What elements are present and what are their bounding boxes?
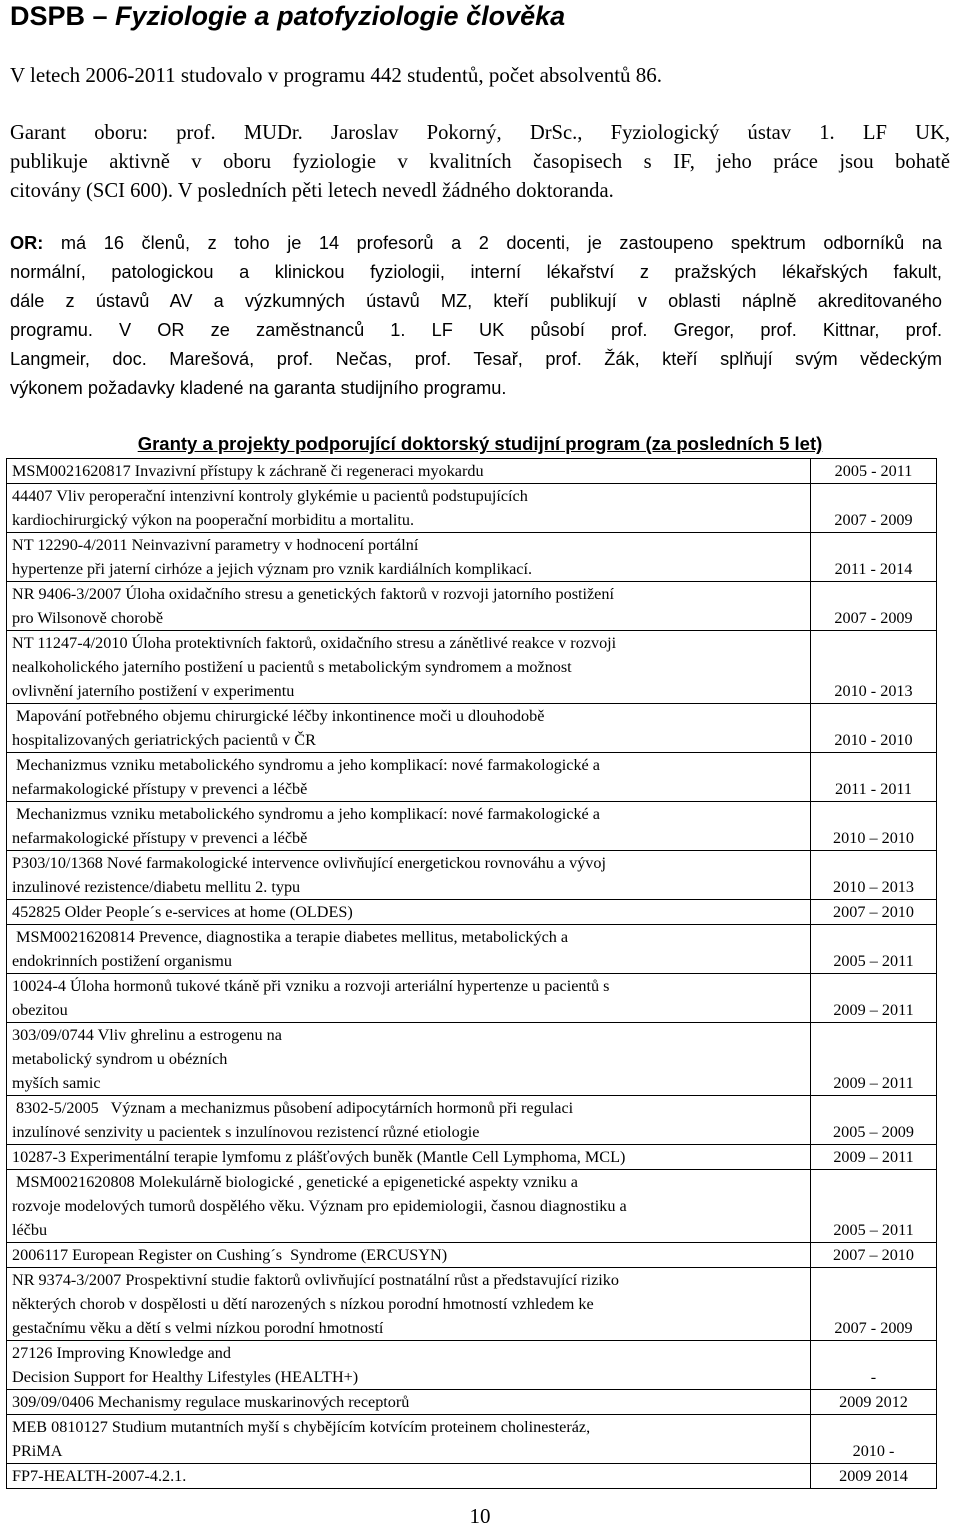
- grants-heading: Granty a projekty podporující doktorský studijní program (za posledních 5 let): [137, 433, 823, 454]
- grant-description: NR 9374-3/2007 Prospektivní studie faktorů ovlivňující postnatální růst a představující riziko některých chorob v dospělosti u dětí narozených s nízkou porodní hmotností vzhledem ke gestačnímu věku a dětí s velmi nízkou porodní hmotností: [7, 1268, 811, 1341]
- grant-description: 309/09/0406 Mechanismy regulace muskarinových receptorů: [7, 1390, 811, 1415]
- table-row: [7, 1145, 937, 1170]
- table-row: [7, 1243, 937, 1268]
- grant-years: 2005 – 2011: [811, 1170, 937, 1243]
- title-program: Fyziologie a patofyziologie člověka: [115, 1, 566, 31]
- or-line: normální, patologickou a klinickou fyziologii, interní lékařství z pražských lékařských fakult,: [10, 262, 942, 282]
- page-number: 10: [469, 1504, 491, 1528]
- or-paragraph: [10, 229, 942, 403]
- or-line: Langmeir, doc. Marešová, prof. Nečas, prof. Tesař, prof. Žák, kteří splňují svým vědeckým: [10, 349, 942, 369]
- grant-description: 303/09/0744 Vliv ghrelinu a estrogenu na metabolický syndrom u obézních myších samic: [7, 1023, 811, 1096]
- or-label: OR:: [10, 233, 44, 253]
- or-line: dále z ústavů AV a výzkumných ústavů MZ, kteří publikují v oblasti náplně akreditovaného: [10, 291, 942, 311]
- grant-description: Mechanizmus vzniku metabolického syndromu a jeho komplikací: nové farmakologické a nefarmakologické přístupy v prevenci a léčbě: [7, 802, 811, 851]
- table-row: [7, 1390, 937, 1415]
- table-row: [7, 900, 937, 925]
- table-row: [7, 582, 937, 631]
- table-row: [7, 1096, 937, 1145]
- or-line: programu. V OR ze zaměstnanců 1. LF UK působí prof. Gregor, prof. Kittnar, prof.: [10, 320, 942, 340]
- or-line: výkonem požadavky kladené na garanta studijního programu.: [10, 378, 507, 398]
- table-row: [7, 704, 937, 753]
- table-row: [7, 851, 937, 900]
- grant-description: MEB 0810127 Studium mutantních myší s chybějícím kotvícím proteinem cholinesteráz, PRiMA: [7, 1415, 811, 1464]
- title-prefix: DSPB –: [10, 1, 116, 31]
- grant-years: 2010 - 2013: [811, 631, 937, 704]
- grant-description: 452825 Older People´s e-services at home (OLDES): [7, 900, 811, 925]
- grant-description: Mechanizmus vzniku metabolického syndromu a jeho komplikací: nové farmakologické a nefarmakologické přístupy v prevenci a léčbě: [7, 753, 811, 802]
- table-row: [7, 1268, 937, 1341]
- grant-years: 2007 - 2009: [811, 582, 937, 631]
- table-row: [7, 533, 937, 582]
- or-line-text: má 16 členů, z toho je 14 profesorů a 2 docenti, je zastoupeno spektrum odborníků na: [43, 233, 942, 253]
- grant-description: 27126 Improving Knowledge and Decision Support for Healthy Lifestyles (HEALTH+): [7, 1341, 811, 1390]
- grant-years: 2010 – 2010: [811, 802, 937, 851]
- grant-years: 2009 – 2011: [811, 1145, 937, 1170]
- grant-description: NT 12290-4/2011 Neinvazivní parametry v hodnocení portální hypertenze při jaterní cirhóze a jejich význam pro vznik kardiálních komplikací.: [7, 533, 811, 582]
- table-row: [7, 459, 937, 484]
- grant-years: 2007 – 2010: [811, 1243, 937, 1268]
- grant-description: MSM0021620808 Molekulárně biologické , genetické a epigenetické aspekty vzniku a rozvoje modelových tumorů dospělého věku. Význam pro epidemiologii, časnou diagnostiku a léčbu: [7, 1170, 811, 1243]
- garant-line: Garant oboru: prof. MUDr. Jaroslav Pokorný, DrSc., Fyziologický ústav 1. LF UK,: [10, 122, 950, 144]
- grants-table-body: [7, 459, 937, 1489]
- grant-description: MSM0021620817 Invazivní přístupy k záchraně či regeneraci myokardu: [7, 459, 811, 484]
- table-row: [7, 484, 937, 533]
- grant-description: 2006117 European Register on Cushing´s Syndrome (ERCUSYN): [7, 1243, 811, 1268]
- table-row: [7, 1464, 937, 1489]
- grant-years: -: [811, 1341, 937, 1390]
- grant-description: MSM0021620814 Prevence, diagnostika a terapie diabetes mellitus, metabolických a endokrinních postižení organismu: [7, 925, 811, 974]
- page-title: [10, 0, 565, 32]
- table-row: [7, 1170, 937, 1243]
- table-row: [7, 1341, 937, 1390]
- grant-description: NT 11247-4/2010 Úloha protektivních faktorů, oxidačního stresu a zánětlivé reakce v rozvoji nealkoholického jaterního postižení u pacientů s metabolickým syndromem a možnost ovlivnění jaterního postižení v experimentu: [7, 631, 811, 704]
- grant-description: Mapování potřebného objemu chirurgické léčby inkontinence moči u dlouhodobě hospitalizovaných geriatrických pacientů v ČR: [7, 704, 811, 753]
- table-row: [7, 802, 937, 851]
- table-row: [7, 1023, 937, 1096]
- or-line: [10, 229, 942, 258]
- grant-years: 2005 – 2009: [811, 1096, 937, 1145]
- grant-years: 2011 - 2014: [811, 533, 937, 582]
- grant-years: 2007 - 2009: [811, 1268, 937, 1341]
- grant-years: 2005 – 2011: [811, 925, 937, 974]
- intro-paragraph: V letech 2006-2011 studovalo v programu 442 studentů, počet absolventů 86.: [10, 63, 663, 87]
- grant-years: 2009 2014: [811, 1464, 937, 1489]
- table-row: [7, 1415, 937, 1464]
- grant-years: 2010 -: [811, 1415, 937, 1464]
- table-row: [7, 925, 937, 974]
- grant-years: 2011 - 2011: [811, 753, 937, 802]
- grant-description: 8302-5/2005 Význam a mechanizmus působení adipocytárních hormonů při regulaci inzulínové senzivity u pacientek s inzulínovou rezistencí různé etiologie: [7, 1096, 811, 1145]
- grant-description: FP7-HEALTH-2007-4.2.1.: [7, 1464, 811, 1489]
- table-row: [7, 753, 937, 802]
- grant-years: 2007 – 2010: [811, 900, 937, 925]
- grant-years: 2007 - 2009: [811, 484, 937, 533]
- table-row: [7, 974, 937, 1023]
- grant-years: 2005 - 2011: [811, 459, 937, 484]
- grant-description: P303/10/1368 Nové farmakologické intervence ovlivňující energetickou rovnováhu a vývoj inzulinové rezistence/diabetu mellitu 2. typu: [7, 851, 811, 900]
- garant-line: publikuje aktivně v oboru fyziologie v kvalitních časopisech s IF, jeho práce jsou bohatě: [10, 151, 950, 173]
- grant-description: 10024-4 Úloha hormonů tukové tkáně při vzniku a rozvoji arteriální hypertenze u pacientů s obezitou: [7, 974, 811, 1023]
- grant-years: 2009 2012: [811, 1390, 937, 1415]
- garant-paragraph: [10, 119, 950, 206]
- garant-line: citovány (SCI 600). V posledních pěti letech nevedl žádného doktoranda.: [10, 180, 614, 202]
- grant-years: 2010 – 2013: [811, 851, 937, 900]
- grant-description: 10287-3 Experimentální terapie lymfomu z plášťových buněk (Mantle Cell Lymphoma, MCL): [7, 1145, 811, 1170]
- grant-description: 44407 Vliv peroperační intenzivní kontroly glykémie u pacientů podstupujících kardiochirurgický výkon na pooperační morbiditu a mortalitu.: [7, 484, 811, 533]
- grant-years: 2010 - 2010: [811, 704, 937, 753]
- grant-description: NR 9406-3/2007 Úloha oxidačního stresu a genetických faktorů v rozvoji jatorního postižení pro Wilsonově chorobě: [7, 582, 811, 631]
- table-row: [7, 631, 937, 704]
- grant-years: 2009 – 2011: [811, 974, 937, 1023]
- grant-years: 2009 – 2011: [811, 1023, 937, 1096]
- grants-table: [6, 458, 937, 1489]
